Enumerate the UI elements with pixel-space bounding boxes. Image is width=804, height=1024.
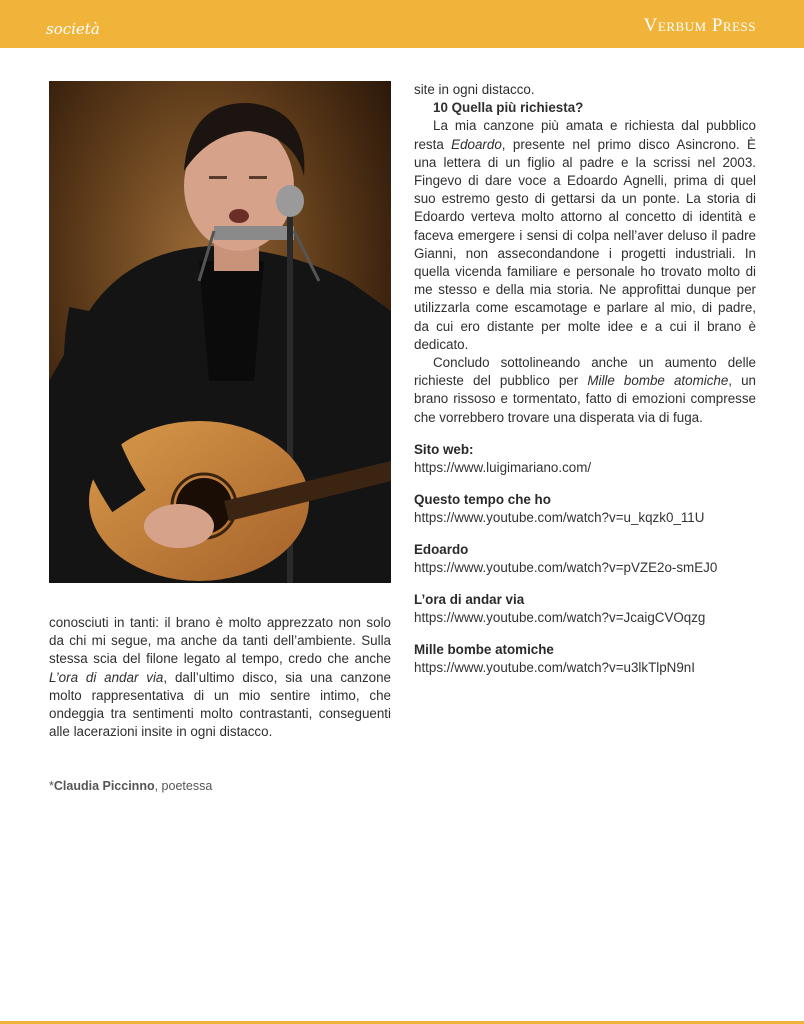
- magazine-brand: Verbum Press: [643, 15, 756, 36]
- continuation-line: site in ogni distacco.: [414, 82, 535, 97]
- answer-p2-end: , un brano rissoso e tormentato, fatto di emozioni compresse che vorrebbero trovare una disperata via di fuga.: [414, 373, 756, 425]
- link-block-site: [414, 441, 756, 477]
- author-credit: [49, 779, 212, 793]
- answer-p2-italic: Mille bombe atomiche: [587, 373, 729, 389]
- answer-p1-end: , presente nel primo disco Asincrono. È una lettera di un figlio al padre e la scrissi nel 2003. Fingevo di dare voce a Edoardo Agnelli, prima di quel suo estremo gesto di gettarsi da un ponte. La storia di Edoardo verteva molto attorno al concetto di identità e faceva emergere i sensi di colpa nell’aver deluso il padre Gianni, non assecondandone i progetti industriali. In quella vicenda familiare e personale ho trovato molto di me stesso e della mia storia. Ne approfittai dunque per utilizzarla come escamotage e parlare al mio, di padre, da cui ero distante per molte idee e a cui il brano è dedicato.: [414, 136, 756, 352]
- link-title: Mille bombe atomiche: [414, 641, 554, 657]
- singer-photo: [49, 81, 391, 583]
- link-title: L’ora di andar via: [414, 591, 525, 607]
- link-url[interactable]: https://www.luigimariano.com/: [414, 459, 592, 475]
- italic-song-title: L’ora di andar via: [49, 669, 164, 685]
- left-column-text: [49, 614, 391, 741]
- link-block-questo-tempo: [414, 491, 756, 527]
- answer-paragraph-2: [414, 354, 756, 427]
- author-prefix: *: [49, 779, 54, 793]
- answer-p1-start: La mia canzone più amata e richiesta dal pubblico resta: [414, 118, 756, 152]
- link-block-mille-bombe: [414, 641, 756, 677]
- link-url[interactable]: https://www.youtube.com/watch?v=u3lkTlpN9nI: [414, 659, 695, 675]
- right-column: [414, 81, 756, 677]
- link-url[interactable]: https://www.youtube.com/watch?v=JcaigCVOqzg: [414, 609, 706, 625]
- answer-p2-start: Concludo sottolineando anche un aumento delle richieste del pubblico per: [414, 355, 756, 389]
- link-block-ora-di-andar-via: [414, 591, 756, 627]
- link-url[interactable]: https://www.youtube.com/watch?v=u_kqzk0_11U: [414, 509, 705, 525]
- link-title: Edoardo: [414, 541, 469, 557]
- link-title: Sito web:: [414, 441, 474, 457]
- left-paragraph-end: , dall’ultimo disco, sia una canzone molto rappresentativa di un mio sentire intimo, che ondeggia tra sentimenti molto contrastanti, conseguenti alle lacerazioni insite in ogni distacco.: [49, 669, 391, 740]
- author-role: , poetessa: [154, 779, 213, 793]
- link-title: Questo tempo che ho: [414, 491, 551, 507]
- author-name: Claudia Piccinno: [53, 779, 155, 793]
- answer-p1-italic: Edoardo: [451, 136, 502, 152]
- section-tag: società: [46, 20, 100, 38]
- link-url[interactable]: https://www.youtube.com/watch?v=pVZE2o-smEJ0: [414, 559, 718, 575]
- left-paragraph: conosciuti in tanti: il brano è molto apprezzato non solo da chi mi segue, ma anche da tanti dell’ambiente. Sulla stessa scia del filone legato al tempo, credo che anche: [49, 615, 391, 667]
- answer-paragraph-1: [414, 117, 756, 354]
- link-block-edoardo: [414, 541, 756, 577]
- page-header: [0, 0, 804, 48]
- question-heading: 10 Quella più richiesta?: [433, 100, 584, 116]
